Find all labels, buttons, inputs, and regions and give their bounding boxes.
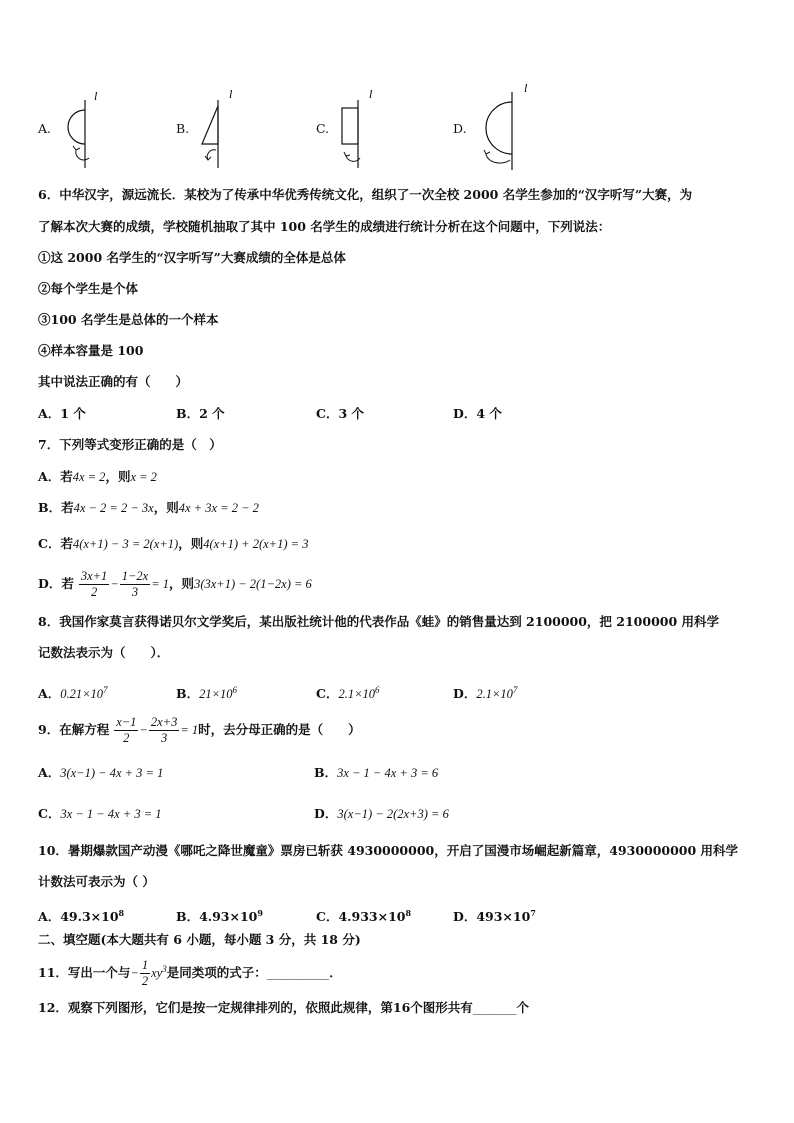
q6-option-c: C．3 个 bbox=[316, 406, 364, 421]
axis-label-a: l bbox=[94, 89, 98, 103]
q5-figure-d bbox=[472, 80, 532, 174]
q7-option-d: D．若 $\frac{3x+1}{2}$ − $\frac{1-2x}{3}$ = 1，则3(3x+1) − 2(1−2x) = 6 bbox=[38, 569, 312, 599]
q7-option-a: A．若4x = 2，则x = 2 bbox=[38, 469, 157, 484]
q6-ask: 其中说法正确的有（ ） bbox=[38, 374, 189, 389]
q5-figure-c bbox=[336, 86, 386, 172]
q10-stem-line2: 计数法可表示为（ ） bbox=[38, 874, 155, 889]
q6-option-b: B．2 个 bbox=[176, 406, 225, 421]
q5-figure-b bbox=[196, 86, 246, 172]
q9-stem: 9．在解方程 $\frac{x-1}{2}$ − $\frac{2x+3}{3}$ = 1时，去分母正确的是（ ） bbox=[38, 715, 361, 745]
q6-statement-4: ④样本容量是 100 bbox=[38, 343, 144, 358]
q10-option-b: B．$4.93\times 10^9$ bbox=[176, 908, 263, 925]
q10-option-c: C．$4.933\times 10^8$ bbox=[316, 908, 412, 925]
axis-label-c: l bbox=[369, 87, 373, 101]
q12-stem: 12．观察下列图形，它们是按一定规律排列的，依照此规律，第16个图形共有_______个 bbox=[38, 1000, 530, 1015]
q10-stem-line1: 10．暑期爆款国产动漫《哪吒之降世魔童》票房已斩获 4930000000，开启了国漫市场崛起新篇章，4930000000 用科学 bbox=[38, 843, 739, 858]
q5-option-a-label: A. bbox=[38, 121, 52, 136]
q8-option-c: C．$2.1\times 10^6$ bbox=[316, 685, 380, 702]
q5-option-c-label: C. bbox=[316, 121, 330, 136]
q11-answer-blank: __________ bbox=[266, 965, 330, 981]
q8-option-b: B．$21\times 10^6$ bbox=[176, 685, 238, 702]
q8-stem-line2: 记数法表示为（ ）． bbox=[38, 645, 170, 660]
q5-figure-a bbox=[58, 86, 108, 172]
q6-stem-line2: 了解本次大赛的成绩，学校随机抽取了其中 100 名学生的成绩进行统计分析在这个问题中，下列说法： bbox=[38, 219, 611, 234]
q6-statement-1: ①这 2000 名学生的“汉字听写”大赛成绩的全体是总体 bbox=[38, 250, 346, 265]
q10-option-d: D．$493\times 10^7$ bbox=[453, 908, 536, 925]
q7-stem: 7．下列等式变形正确的是（ ） bbox=[38, 437, 222, 452]
q8-option-a: A．$0.21\times 10^7$ bbox=[38, 685, 108, 702]
q7-option-c: C．若4(x+1) − 3 = 2(x+1)，则4(x+1) + 2(x+1) = 3 bbox=[38, 536, 309, 551]
section-heading-fill-in: 二、填空题(本大题共有 6 小题，每小题 3 分，共 18 分) bbox=[38, 932, 361, 947]
q9-option-a: A．3(x−1) − 4x + 3 = 1 bbox=[38, 765, 164, 780]
q9-option-c: C．3x − 1 − 4x + 3 = 1 bbox=[38, 806, 162, 821]
q6-statement-2: ②每个学生是个体 bbox=[38, 281, 139, 296]
q7-option-b: B．若4x − 2 = 2 − 3x，则4x + 3x = 2 − 2 bbox=[38, 500, 259, 515]
q6-stem-line1: 6．中华汉字，源远流长．某校为了传承中华优秀传统文化，组织了一次全校 2000 名学生参加的“汉字听写”大赛，为 bbox=[38, 187, 693, 202]
q8-stem-line1: 8．我国作家莫言获得诺贝尔文学奖后，某出版社统计他的代表作品《蛙》的销售量达到 2100000，把 2100000 用科学 bbox=[38, 614, 720, 629]
q12-answer-blank: _______ bbox=[472, 1000, 517, 1015]
q11-stem: 11．写出一个与− $\frac{1}{2}$ $xy^3$是同类项的式子：__________． bbox=[38, 958, 342, 989]
q6-option-d: D．4 个 bbox=[453, 406, 502, 421]
q9-option-d: D．3(x−1) − 2(2x+3) = 6 bbox=[314, 806, 449, 821]
q6-option-a: A．1 个 bbox=[38, 406, 86, 421]
axis-label-b: l bbox=[229, 87, 233, 101]
q8-option-d: D．$2.1\times 10^7$ bbox=[453, 685, 518, 702]
q5-option-b-label: B. bbox=[176, 121, 190, 136]
axis-label-d: l bbox=[524, 81, 528, 95]
q9-option-b: B．3x − 1 − 4x + 3 = 6 bbox=[314, 765, 439, 780]
q10-option-a: A．$49.3\times 10^8$ bbox=[38, 908, 125, 925]
q5-option-d-label: D. bbox=[453, 121, 467, 136]
q6-statement-3: ③100 名学生是总体的一个样本 bbox=[38, 312, 219, 327]
